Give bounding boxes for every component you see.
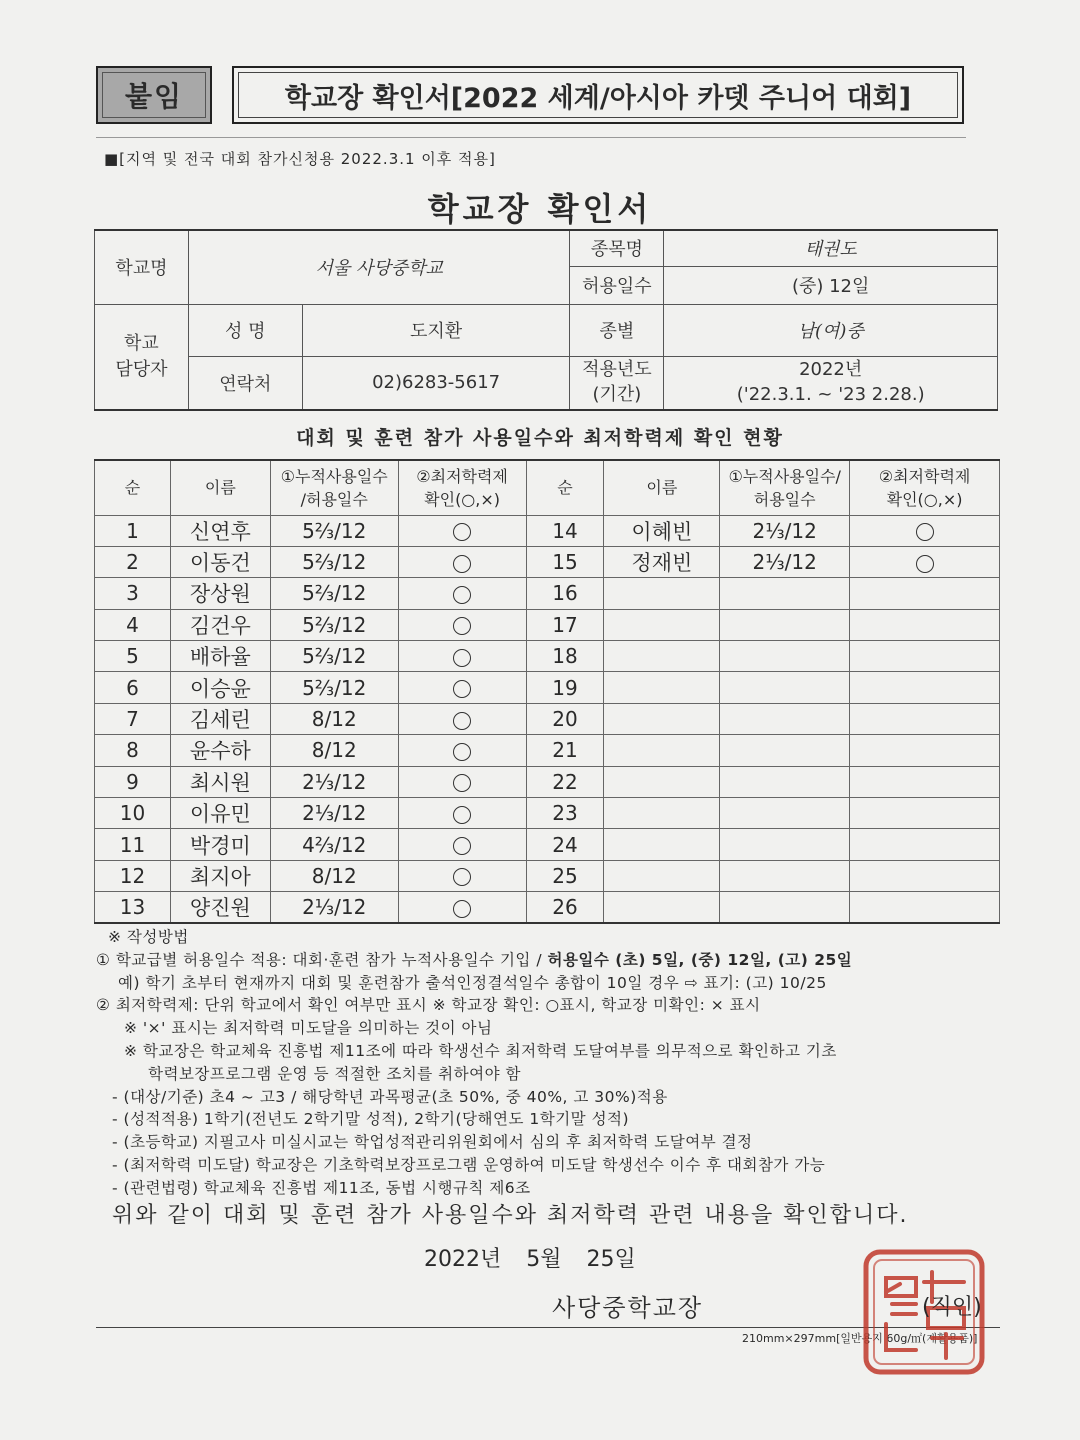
student-days: 5⅔/12 bbox=[270, 515, 398, 546]
student-days-2 bbox=[720, 735, 850, 766]
row-order: 3 bbox=[95, 578, 171, 609]
year-period: ('22.3.1. ~ '23 2.28.) bbox=[736, 383, 925, 405]
min-academic-check-2 bbox=[850, 578, 1000, 609]
allowed-days-value: (중) 12일 bbox=[664, 266, 998, 304]
sport-value: 태권도 bbox=[664, 230, 998, 266]
table-row bbox=[95, 609, 1000, 640]
min-academic-check bbox=[398, 672, 526, 703]
student-name: 김세린 bbox=[170, 703, 270, 734]
sport-label: 종목명 bbox=[570, 230, 664, 266]
student-days-2 bbox=[720, 798, 850, 829]
circle-mark-icon bbox=[453, 806, 471, 824]
table-row bbox=[95, 578, 1000, 609]
circle-mark-icon bbox=[453, 586, 471, 604]
min-academic-check-2 bbox=[850, 860, 1000, 891]
student-days: 2⅓/12 bbox=[270, 798, 398, 829]
min-academic-check bbox=[398, 766, 526, 797]
student-name: 최시원 bbox=[170, 766, 270, 797]
student-days-2 bbox=[720, 672, 850, 703]
row-order-2: 14 bbox=[526, 515, 604, 546]
student-name: 최지아 bbox=[170, 860, 270, 891]
year-cell bbox=[664, 356, 998, 410]
row-order: 6 bbox=[95, 672, 171, 703]
student-name: 박경미 bbox=[170, 829, 270, 860]
table-row bbox=[95, 766, 1000, 797]
student-days: 2⅓/12 bbox=[270, 766, 398, 797]
table-row bbox=[95, 892, 1000, 924]
row-order-2: 15 bbox=[526, 546, 604, 577]
student-days: 8/12 bbox=[270, 735, 398, 766]
student-name-2 bbox=[604, 641, 720, 672]
student-name-2: 정재빈 bbox=[604, 546, 720, 577]
document-title: 학교장 확인서[2022 세계/아시아 카뎃 주니어 대회] bbox=[232, 66, 964, 124]
col-check: ②최저학력제 확인(○,×) bbox=[398, 460, 526, 515]
row-order: 2 bbox=[95, 546, 171, 577]
min-academic-check-2 bbox=[850, 735, 1000, 766]
detail-3: - (초등학교) 지필고사 미실시교는 학업성적관리위원회에서 심의 후 최저학력 도달여부 결정 bbox=[112, 1133, 753, 1152]
student-days-2 bbox=[720, 578, 850, 609]
note-1 bbox=[96, 949, 1006, 972]
note-4-cont: 학력보장프로그램 운영 등 적절한 조치를 취하여야 함 bbox=[148, 1064, 521, 1083]
student-days: 4⅔/12 bbox=[270, 829, 398, 860]
student-days: 8/12 bbox=[270, 860, 398, 891]
allowed-days-label: 허용일수 bbox=[570, 266, 664, 304]
row-order: 12 bbox=[95, 860, 171, 891]
circle-mark-icon bbox=[453, 649, 471, 667]
row-order: 9 bbox=[95, 766, 171, 797]
notes-heading: ※ 작성방법 bbox=[108, 928, 189, 946]
student-name-2 bbox=[604, 672, 720, 703]
section-title: 대회 및 훈련 참가 사용일수와 최저학력제 확인 현황 bbox=[296, 427, 784, 449]
circle-mark-icon bbox=[453, 523, 471, 541]
min-academic-check bbox=[398, 609, 526, 640]
student-name-2 bbox=[604, 703, 720, 734]
col-days: ①누적사용일수 /허용일수 bbox=[270, 460, 398, 515]
table-row bbox=[95, 515, 1000, 546]
paper-spec: 210mm×297mm[일반용지 60g/㎡(재활용품)] bbox=[742, 1332, 978, 1345]
manager-label: 학교 담당자 bbox=[95, 304, 189, 410]
divider bbox=[96, 137, 966, 138]
student-days-2 bbox=[720, 766, 850, 797]
student-name-2 bbox=[604, 798, 720, 829]
student-name: 이유민 bbox=[170, 798, 270, 829]
min-academic-check bbox=[398, 641, 526, 672]
min-academic-check-2 bbox=[850, 609, 1000, 640]
min-academic-check-2 bbox=[850, 829, 1000, 860]
gender-label: 종별 bbox=[570, 304, 664, 356]
row-order-2: 26 bbox=[526, 892, 604, 924]
circle-mark-icon bbox=[453, 900, 471, 918]
student-name: 김건우 bbox=[170, 609, 270, 640]
row-order: 5 bbox=[95, 641, 171, 672]
row-order-2: 23 bbox=[526, 798, 604, 829]
col-order: 순 bbox=[95, 460, 171, 515]
student-days-2: 2⅓/12 bbox=[720, 515, 850, 546]
col-check-2: ②최저학력제 확인(○,×) bbox=[850, 460, 1000, 515]
row-order-2: 17 bbox=[526, 609, 604, 640]
student-days: 8/12 bbox=[270, 703, 398, 734]
student-days: 5⅔/12 bbox=[270, 578, 398, 609]
principal-title: 사당중학교장 bbox=[552, 1294, 704, 1322]
year-label: 적용년도 (기간) bbox=[570, 356, 664, 410]
min-academic-check-2 bbox=[850, 515, 1000, 546]
row-order-2: 19 bbox=[526, 672, 604, 703]
min-academic-check-2 bbox=[850, 546, 1000, 577]
student-name-2 bbox=[604, 892, 720, 924]
note-2: ② 최저학력제: 단위 학교에서 확인 여부만 표시 ※ 학교장 확인: ○표시, 학교장 미확인: × 표시 bbox=[96, 996, 761, 1015]
note-1-text: ① 학교급별 허용일수 적용: 대회·훈련 참가 누적사용일수 기입 / bbox=[96, 950, 548, 969]
min-academic-check bbox=[398, 735, 526, 766]
student-days: 5⅔/12 bbox=[270, 609, 398, 640]
student-name-2 bbox=[604, 829, 720, 860]
min-academic-check bbox=[398, 546, 526, 577]
circle-mark-icon bbox=[453, 774, 471, 792]
student-days: 5⅔/12 bbox=[270, 672, 398, 703]
student-name: 양진원 bbox=[170, 892, 270, 924]
row-order: 13 bbox=[95, 892, 171, 924]
row-order-2: 25 bbox=[526, 860, 604, 891]
min-academic-check-2 bbox=[850, 703, 1000, 734]
student-days-2: 2⅓/12 bbox=[720, 546, 850, 577]
students-table bbox=[94, 459, 1000, 924]
min-academic-check bbox=[398, 703, 526, 734]
min-academic-check-2 bbox=[850, 892, 1000, 924]
school-info-table bbox=[94, 229, 998, 411]
circle-mark-icon bbox=[453, 617, 471, 635]
student-days-2 bbox=[720, 641, 850, 672]
confirmation-statement: 위와 같이 대회 및 훈련 참가 사용일수와 최저학력 관련 내용을 확인합니다. bbox=[112, 1203, 909, 1228]
note-1-bold: 허용일수 (초) 5일, (중) 12일, (고) 25일 bbox=[547, 950, 853, 969]
min-academic-check bbox=[398, 515, 526, 546]
note-1-example: 예) 학기 초부터 현재까지 대회 및 훈련참가 출석인정결석일수 총합이 10일 경우 ⇨ 표기: (고) 10/25 bbox=[118, 973, 827, 992]
name-value: 도지환 bbox=[302, 304, 570, 356]
student-name-2 bbox=[604, 860, 720, 891]
seal-label: (직인) bbox=[922, 1295, 982, 1320]
detail-2: - (성적적용) 1학기(전년도 2학기말 성적), 2학기(당해연도 1학기말 성적) bbox=[112, 1110, 630, 1129]
table-row bbox=[95, 546, 1000, 577]
student-days-2 bbox=[720, 892, 850, 924]
row-order-2: 18 bbox=[526, 641, 604, 672]
circle-mark-icon bbox=[453, 680, 471, 698]
student-name-2 bbox=[604, 735, 720, 766]
table-row bbox=[95, 860, 1000, 891]
min-academic-check bbox=[398, 829, 526, 860]
min-academic-check bbox=[398, 860, 526, 891]
note-4: ※ 학교장은 학교체육 진흥법 제11조에 따라 학생선수 최저학력 도달여부를 의무적으로 확인하고 기초 bbox=[124, 1041, 837, 1060]
table-row bbox=[95, 798, 1000, 829]
row-order: 11 bbox=[95, 829, 171, 860]
detail-4: - (최저학력 미도달) 학교장은 기초학력보장프로그램 운영하여 미도달 학생선수 이수 후 대회참가 가능 bbox=[112, 1155, 826, 1174]
circle-mark-icon bbox=[453, 743, 471, 761]
applicability-note: ■[지역 및 전국 대회 참가신청용 2022.3.1 이후 적용] bbox=[104, 150, 496, 168]
table-row bbox=[95, 703, 1000, 734]
student-name: 윤수하 bbox=[170, 735, 270, 766]
row-order-2: 24 bbox=[526, 829, 604, 860]
page-title: 학교장 확인서 bbox=[427, 190, 653, 228]
student-name-2 bbox=[604, 578, 720, 609]
student-days: 5⅔/12 bbox=[270, 546, 398, 577]
detail-1: - (대상/기준) 초4 ~ 고3 / 해당학년 과목평균(초 50%, 중 40%, 고 30%)적용 bbox=[112, 1087, 668, 1106]
min-academic-check-2 bbox=[850, 672, 1000, 703]
student-name: 이승윤 bbox=[170, 672, 270, 703]
row-order-2: 22 bbox=[526, 766, 604, 797]
student-name-2 bbox=[604, 766, 720, 797]
student-days-2 bbox=[720, 609, 850, 640]
col-order-2: 순 bbox=[526, 460, 604, 515]
student-name: 배하율 bbox=[170, 641, 270, 672]
circle-mark-icon bbox=[453, 555, 471, 573]
student-name-2 bbox=[604, 609, 720, 640]
school-label: 학교명 bbox=[95, 230, 189, 304]
contact-value: 02)6283-5617 bbox=[302, 356, 570, 410]
min-academic-check bbox=[398, 798, 526, 829]
note-3: ※ '×' 표시는 최저학력 미도달을 의미하는 것이 아님 bbox=[124, 1019, 493, 1038]
instructions bbox=[96, 926, 1006, 1200]
table-row bbox=[95, 735, 1000, 766]
name-label: 성 명 bbox=[188, 304, 302, 356]
table-row bbox=[95, 829, 1000, 860]
circle-mark-icon bbox=[453, 868, 471, 886]
student-name: 이동건 bbox=[170, 546, 270, 577]
col-days-2: ①누적사용일수/ 허용일수 bbox=[720, 460, 850, 515]
attach-label: 붙임 bbox=[96, 66, 212, 124]
row-order: 7 bbox=[95, 703, 171, 734]
circle-mark-icon bbox=[916, 523, 934, 541]
col-name: 이름 bbox=[170, 460, 270, 515]
row-order: 8 bbox=[95, 735, 171, 766]
min-academic-check bbox=[398, 578, 526, 609]
row-order-2: 21 bbox=[526, 735, 604, 766]
year-value: 2022년 bbox=[799, 359, 863, 381]
circle-mark-icon bbox=[916, 555, 934, 573]
student-name: 신연후 bbox=[170, 515, 270, 546]
col-name-2: 이름 bbox=[604, 460, 720, 515]
circle-mark-icon bbox=[453, 837, 471, 855]
student-name: 장상원 bbox=[170, 578, 270, 609]
row-order: 4 bbox=[95, 609, 171, 640]
min-academic-check-2 bbox=[850, 766, 1000, 797]
student-days-2 bbox=[720, 703, 850, 734]
student-days-2 bbox=[720, 860, 850, 891]
gender-value: 남(여)중 bbox=[664, 304, 998, 356]
contact-label: 연락처 bbox=[188, 356, 302, 410]
min-academic-check bbox=[398, 892, 526, 924]
min-academic-check-2 bbox=[850, 798, 1000, 829]
table-row bbox=[95, 641, 1000, 672]
circle-mark-icon bbox=[453, 712, 471, 730]
student-days: 5⅔/12 bbox=[270, 641, 398, 672]
detail-5: - (관련법령) 학교체육 진흥법 제11조, 동법 시행규칙 제6조 bbox=[112, 1178, 531, 1197]
student-days-2 bbox=[720, 829, 850, 860]
row-order-2: 16 bbox=[526, 578, 604, 609]
issue-date: 2022년 5월 25일 bbox=[424, 1247, 636, 1272]
school-value: 서울 사당중학교 bbox=[188, 230, 570, 304]
row-order: 10 bbox=[95, 798, 171, 829]
min-academic-check-2 bbox=[850, 641, 1000, 672]
table-row bbox=[95, 672, 1000, 703]
row-order: 1 bbox=[95, 515, 171, 546]
row-order-2: 20 bbox=[526, 703, 604, 734]
student-days: 2⅓/12 bbox=[270, 892, 398, 924]
student-name-2: 이혜빈 bbox=[604, 515, 720, 546]
